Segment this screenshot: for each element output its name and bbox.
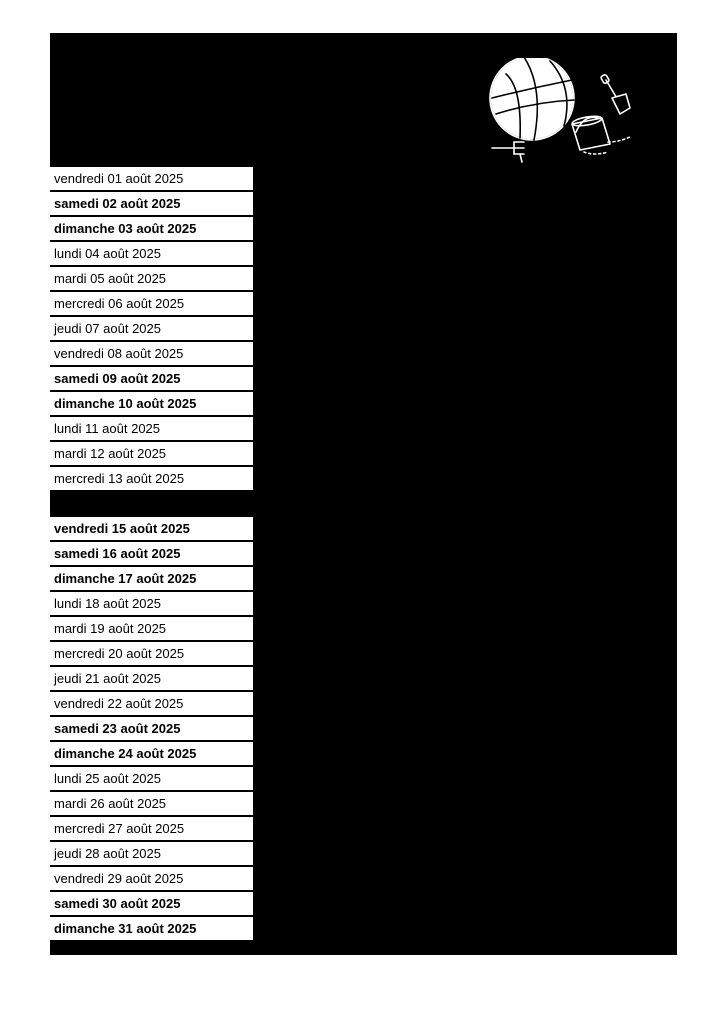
day-row: lundi 11 août 2025 (50, 417, 253, 440)
day-list (50, 167, 253, 942)
day-row: dimanche 10 août 2025 (50, 392, 253, 415)
beach-toys-icon (484, 58, 644, 168)
day-row: dimanche 03 août 2025 (50, 217, 253, 240)
day-row: mercredi 13 août 2025 (50, 467, 253, 490)
day-row: mardi 12 août 2025 (50, 442, 253, 465)
beach-ball-icon (490, 58, 574, 140)
day-row: mardi 26 août 2025 (50, 792, 253, 815)
day-row: lundi 04 août 2025 (50, 242, 253, 265)
day-row: vendredi 22 août 2025 (50, 692, 253, 715)
day-row: samedi 02 août 2025 (50, 192, 253, 215)
day-row: vendredi 29 août 2025 (50, 867, 253, 890)
day-row: lundi 25 août 2025 (50, 767, 253, 790)
day-row: vendredi 08 août 2025 (50, 342, 253, 365)
day-row: mercredi 06 août 2025 (50, 292, 253, 315)
day-row: samedi 30 août 2025 (50, 892, 253, 915)
day-row: vendredi 15 août 2025 (50, 517, 253, 540)
day-row: lundi 18 août 2025 (50, 592, 253, 615)
day-row: mardi 05 août 2025 (50, 267, 253, 290)
day-row: mardi 19 août 2025 (50, 617, 253, 640)
rake-icon (492, 142, 524, 162)
day-row: samedi 09 août 2025 (50, 367, 253, 390)
day-row: vendredi 01 août 2025 (50, 167, 253, 190)
shovel-icon (600, 74, 630, 114)
day-row: dimanche 24 août 2025 (50, 742, 253, 765)
day-row: jeudi 21 août 2025 (50, 667, 253, 690)
day-row: dimanche 31 août 2025 (50, 917, 253, 940)
bucket-icon (572, 114, 632, 154)
empty-day-row (50, 492, 253, 515)
day-row: jeudi 07 août 2025 (50, 317, 253, 340)
day-row: dimanche 17 août 2025 (50, 567, 253, 590)
day-row: jeudi 28 août 2025 (50, 842, 253, 865)
day-row: mercredi 27 août 2025 (50, 817, 253, 840)
day-row: samedi 16 août 2025 (50, 542, 253, 565)
day-row: samedi 23 août 2025 (50, 717, 253, 740)
day-row: mercredi 20 août 2025 (50, 642, 253, 665)
